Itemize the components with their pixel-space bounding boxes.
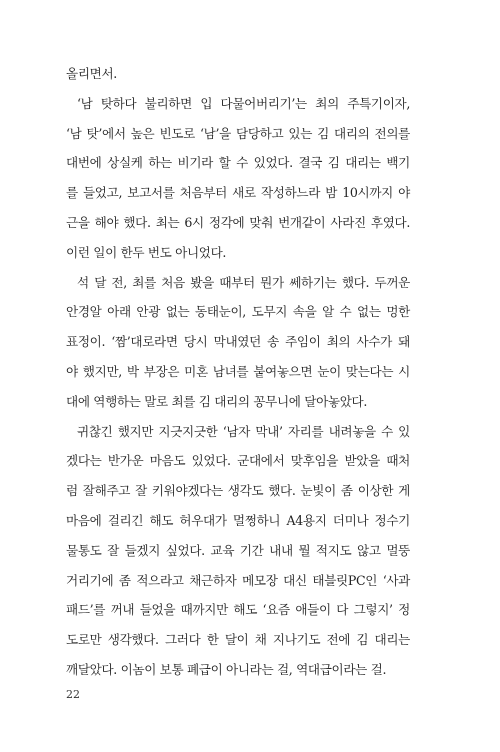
text-line: 근을 해야 했다. 최는 6시 정각에 맞춰 번개같이 사라진 후였다. bbox=[66, 214, 410, 230]
text-line: 대에 역행하는 말로 최를 김 대리의 꽁무니에 달아놓았다. bbox=[66, 393, 367, 409]
text-line: 야 했지만, 박 부장은 미혼 남녀를 붙여놓으면 눈이 맞는다는 시 bbox=[66, 363, 410, 379]
text-line: 이런 일이 한두 번도 아니었다. bbox=[66, 244, 227, 260]
text-line: 대번에 상실케 하는 비기라 할 수 있었다. 결국 김 대리는 백기 bbox=[66, 155, 410, 171]
text-line: 도로만 생각했다. 그러다 한 달이 채 지나기도 전에 김 대리는 bbox=[66, 632, 410, 648]
text-line: 를 들었고, 보고서를 처음부터 새로 작성하느라 밤 10시까지 야 bbox=[66, 185, 410, 201]
text-line: 석 달 전, 최를 처음 봤을 때부터 뭔가 쎄하기는 했다. 두꺼운 bbox=[77, 274, 410, 290]
text-line: 귀찮긴 했지만 지긋지긋한 ‘남자 막내’ 자리를 내려놓을 수 있 bbox=[77, 423, 410, 439]
text-line: 깨달았다. 이놈이 보통 폐급이 아니라는 걸, 역대급이라는 걸. bbox=[66, 661, 387, 677]
text-line: 표정이. ‘짬’대로라면 당시 막내였던 송 주임이 최의 사수가 돼 bbox=[66, 334, 410, 350]
text-line: 패드’를 꺼내 들었을 때까지만 해도 ‘요즘 애들이 다 그렇지’ 정 bbox=[66, 602, 410, 618]
text-line: 물통도 잘 들겠지 싶었다. 교육 기간 내내 뭘 적지도 않고 멀뚱 bbox=[66, 542, 410, 558]
paragraph bbox=[66, 268, 410, 417]
text-line: 마음에 걸리긴 해도 허우대가 멀쩡하니 A4용지 더미나 정수기 bbox=[66, 512, 410, 528]
text-line: ‘남 탓하다 불리하면 입 다물어버리기’는 최의 주특기이자, bbox=[77, 95, 410, 111]
text-line: 거리기에 좀 적으라고 채근하자 메모장 대신 태블릿PC인 ‘사과 bbox=[66, 572, 410, 588]
page-number: 22 bbox=[66, 688, 80, 701]
paragraph bbox=[66, 89, 410, 268]
paragraph bbox=[66, 59, 410, 89]
text-line: ‘남 탓’에서 높은 빈도로 ‘남’을 담당하고 있는 김 대리의 전의를 bbox=[66, 125, 410, 141]
text-line: 안경알 아래 안광 없는 동태눈이, 도무지 속을 알 수 없는 멍한 bbox=[66, 304, 410, 320]
body-text bbox=[66, 59, 410, 685]
text-line: 겠다는 반가운 마음도 있었다. 군대에서 맞후임을 받았을 때처 bbox=[66, 453, 410, 469]
paragraph bbox=[66, 417, 410, 685]
text-line: 올리면서. bbox=[66, 66, 117, 81]
text-line: 럼 잘해주고 잘 키워야겠다는 생각도 했다. 눈빛이 좀 이상한 게 bbox=[66, 483, 410, 499]
